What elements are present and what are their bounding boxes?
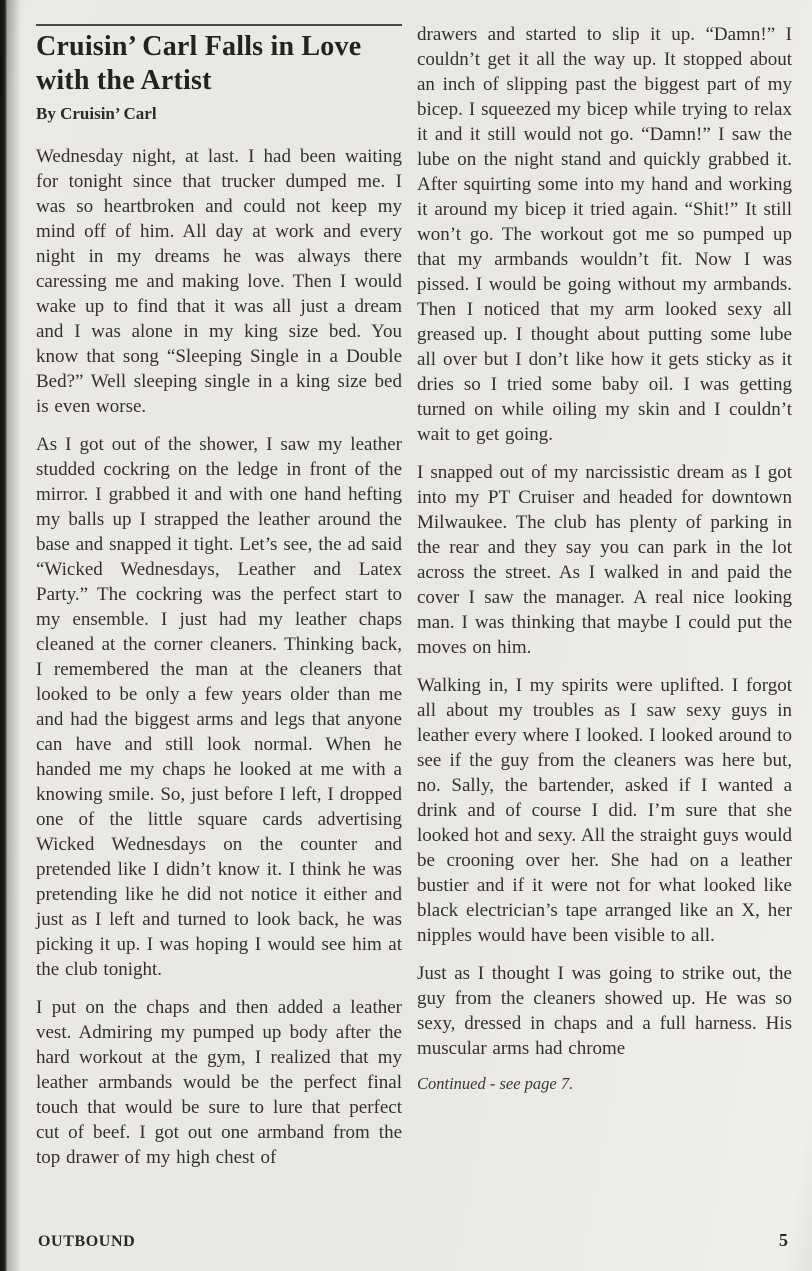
scan-edge-shadow	[7, 0, 21, 1271]
paragraph: I put on the chaps and then added a leather vest. Admiring my pumped up body after the hard workout at the gym, I realized that my leather armbands would be the perfect final touch that would be sure to lure that perfect cut of beef. I got out one armband from the top drawer of my high chest of	[36, 997, 402, 1168]
right-column	[417, 16, 792, 1183]
article-title: Cruisin’ Carl Falls in Love with the Artist	[36, 31, 362, 96]
paragraph: Just as I thought I was going to strike out, the guy from the cleaners showed up. He was so sexy, dressed in chaps and a full harness. His muscular arms had chrome	[417, 963, 792, 1059]
article-body	[36, 16, 792, 1183]
paragraph: Walking in, I my spirits were uplifted. I forgot all about my troubles as I saw sexy guys in leather every where I looked. I looked around to see if the guy from the cleaners was here but, no. Sally, the bartender, asked if I wanted a drink and of course I did. I’m sure that she looked hot and sexy. All the straight guys would be crooning over her. She had on a leather bustier and if it were not for what looked like black electrician’s tape arranged like an X, her nipples would have been visible to all.	[417, 675, 792, 946]
article-byline: By Cruisin’ Carl	[36, 104, 157, 123]
left-column-text	[36, 144, 402, 1170]
continued-note: Continued - see page 7.	[417, 1074, 574, 1093]
publication-name: OUTBOUND	[38, 1233, 136, 1250]
left-column	[36, 16, 402, 1183]
page-number: 5	[779, 1230, 788, 1250]
paragraph: Wednesday night, at last. I had been waiting for tonight since that trucker dumped me. I was so heartbroken and could not keep my mind off of him. All day at work and every night in my dreams he was always there caressing me and making love. Then I would wake up to find that it was all just a dream and I was alone in my king size bed. You know that song “Sleeping Single in a Double Bed?” Well sleeping single in a king size bed is even worse.	[36, 146, 402, 417]
page-footer	[38, 1230, 788, 1251]
paragraph: As I got out of the shower, I saw my leather studded cockring on the ledge in front of the mirror. I grabbed it and with one hand hefting my balls up I strapped the leather around the base and snapped it tight. Let’s see, the ad said “Wicked Wednesdays, Leather and Latex Party.” The cockring was the perfect start to my ensemble. I just had my leather chaps cleaned at the corner cleaners. Thinking back, I remembered the man at the cleaners that looked to be only a few years older than me and had the biggest arms and legs that anyone can have and still look normal. When he handed me my chaps he looked at me with a knowing smile. So, just before I left, I dropped one of the little square cards advertising Wicked Wednesdays on the counter and pretended like I didn’t know it. I think he was pretending like he did not notice it either and just as I left and turned to look back, he was picking it up. I was hoping I would see him at the club tonight.	[36, 434, 402, 980]
right-column-text	[417, 22, 792, 1061]
paragraph: drawers and started to slip it up. “Damn!” I couldn’t get it all the way up. It stopped about an inch of slipping past the biggest part of my bicep. I squeezed my bicep while trying to relax it and it still would not go. “Damn!” I saw the lube on the night stand and quickly grabbed it. After squirting some into my hand and working it around my bicep it tried again. “Shit!” It still won’t go. The workout got me so pumped up that my armbands wouldn’t fit. Now I was pissed. I would be going without my armbands. Then I noticed that my arm looked sexy all greased up. I thought about putting some lube all over but I don’t like how it gets sticky as it dries so I tried some baby oil. I was getting turned on while oiling my skin and I couldn’t wait to get going.	[417, 24, 792, 445]
title-divider	[36, 24, 402, 26]
paragraph: I snapped out of my narcissistic dream as I got into my PT Cruiser and headed for downtown Milwaukee. The club has plenty of parking in the rear and they say you can park in the lot across the street. As I walked in and paid the cover I saw the manager. A real nice looking man. I was thinking that maybe I could put the moves on him.	[417, 462, 792, 658]
scan-edge-strip	[0, 0, 7, 1271]
